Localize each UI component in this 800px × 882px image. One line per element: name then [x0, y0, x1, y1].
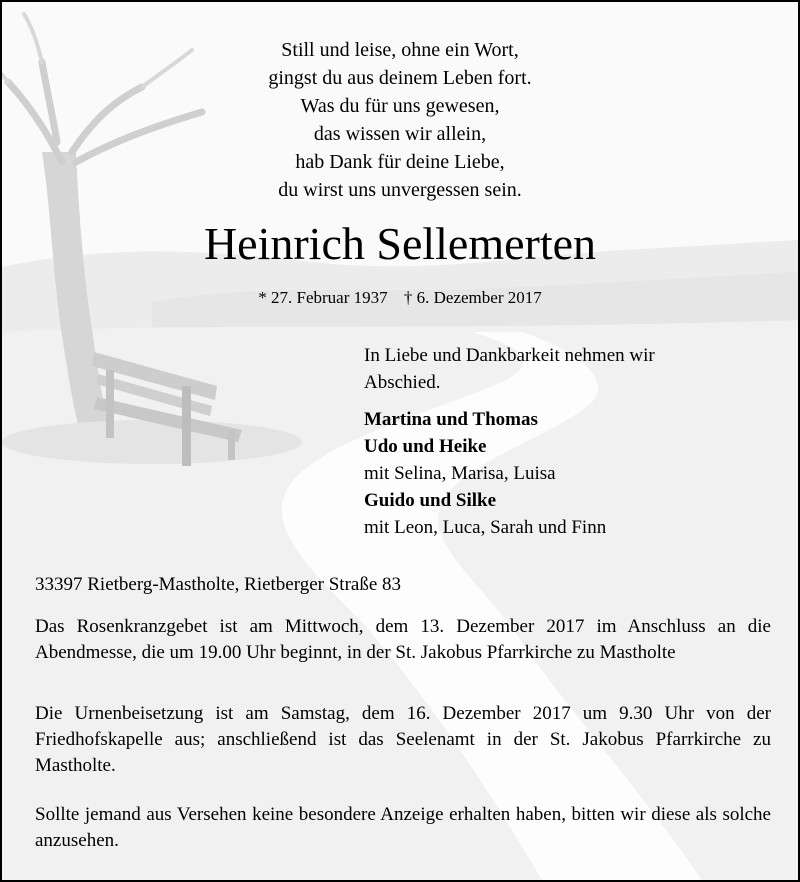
mourners-block	[364, 342, 784, 541]
poem-line: Still und leise, ohne ein Wort,	[281, 39, 519, 61]
poem-line: du wirst uns unvergessen sein.	[278, 179, 522, 201]
birth-date: * 27. Februar 1937	[258, 288, 388, 307]
farewell-line: In Liebe und Dankbarkeit nehmen wir	[364, 345, 655, 366]
poem-line: gingst du aus deinem Leben fort.	[268, 67, 532, 89]
death-date: † 6. Dezember 2017	[403, 288, 542, 307]
family-name: Guido und Silke	[364, 490, 497, 511]
poem-line: hab Dank für deine Liebe,	[295, 151, 505, 173]
life-dates	[2, 287, 798, 309]
family-name: Udo und Heike	[364, 436, 487, 457]
farewell-line: Abschied.	[364, 372, 441, 393]
urn-burial-notice: Die Urnenbeisetzung ist am Samstag, dem 16. Dezember 2017 um 9.30 Uhr von der Friedhofskapelle aus; anschließend ist das Seelenamt in der St. Jakobus Pfarrkirche zu Mastholte.	[35, 703, 771, 776]
deceased-name: Heinrich Sellemerten	[203, 218, 597, 269]
no-announcement-notice: Sollte jemand aus Versehen keine besondere Anzeige erhalten haben, bitten wir diese als solche anzusehen.	[35, 804, 771, 851]
family-name: Martina und Thomas	[364, 409, 538, 430]
rosary-notice: Das Rosenkranzgebet ist am Mittwoch, dem 13. Dezember 2017 im Anschluss an die Abendmesse, die um 19.00 Uhr beginnt, in der St. Jakobus Pfarrkirche zu Mastholte	[35, 616, 771, 663]
address: 33397 Rietberg-Mastholte, Rietberger Straße 83	[35, 574, 402, 595]
family-children: mit Selina, Marisa, Luisa	[364, 463, 556, 484]
poem	[2, 36, 798, 204]
poem-line: Was du für uns gewesen,	[300, 95, 500, 117]
poem-line: das wissen wir allein,	[313, 123, 487, 145]
farewell-intro	[364, 342, 784, 396]
family-children: mit Leon, Luca, Sarah und Finn	[364, 517, 607, 538]
